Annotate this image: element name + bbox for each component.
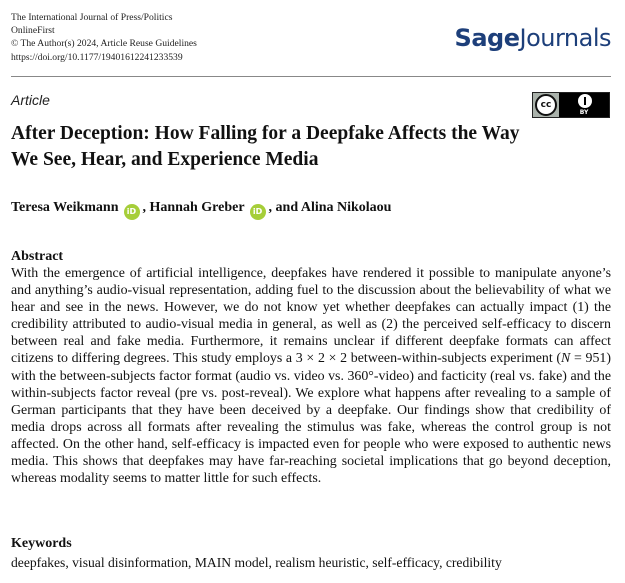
keywords-heading: Keywords bbox=[11, 536, 72, 551]
article-type-label: Article bbox=[11, 92, 50, 108]
header-divider bbox=[11, 76, 611, 77]
author-list bbox=[11, 200, 391, 220]
doi-link[interactable]: https://doi.org/10.1177/19401612241233539 bbox=[11, 51, 183, 63]
sample-size-variable: N bbox=[561, 351, 571, 367]
abstract-part-1: With the emergence of artificial intelligence, deepfakes have rendered it possible to manipulate anyone’s and anything’s audio-visual representation, adding fuel to the discussion about the believability of what we hear and see in the news. However, we do not know yet whether deepfakes can actually impact (1) the credibility attributed to audio-visual media in general, as well as (2) the perceived self-efficacy to discern between real and fake media. Furthermore, it remains unclear if different deepfake formats can affect citizens to differing degrees. This study employs a 3 × 2 × 2 between-within-subjects experiment ( bbox=[11, 266, 611, 367]
abstract-part-2: = 951) with the between-subjects factor format (audio vs. video vs. 360°-video) and facticity (real vs. fake) and the within-subjects factor reveal (pre vs. post-reveal). We explore what happens after revealing to a sample of German participants that they have been deceived by a deepfake. Our findings show that credibility of media drops across all formats after revealing the stimulus was fake, whereas the control group is not affected. On the other hand, self-efficacy is impacted even for people who were exposed to authentic news media. This shows that deepfakes may have far-reaching societal implications that go beyond deception, whereas modality seems to matter little for such effects. bbox=[11, 351, 611, 487]
journal-meta bbox=[11, 11, 197, 64]
brand-primary: Sage bbox=[454, 24, 520, 52]
cc-icon: cc bbox=[535, 94, 557, 116]
author-name[interactable]: , and Alina Nikolaou bbox=[268, 200, 392, 215]
orcid-icon[interactable]: iD bbox=[124, 204, 140, 220]
copyright-line[interactable]: © The Author(s) 2024, Article Reuse Guidelines bbox=[11, 38, 197, 50]
orcid-icon[interactable]: iD bbox=[250, 204, 266, 220]
cc-by-license-badge[interactable] bbox=[532, 92, 610, 118]
brand-secondary: Journals bbox=[519, 24, 611, 52]
attribution-icon bbox=[578, 94, 592, 108]
author-name[interactable]: Teresa Weikmann bbox=[11, 200, 119, 215]
article-title: After Deception: How Falling for a Deepfake Affects the Way We See, Hear, and Experience Media bbox=[11, 123, 520, 170]
keywords-list: deepfakes, visual disinformation, MAIN model, realism heuristic, self-efficacy, credibility bbox=[11, 555, 502, 570]
sage-journals-logo[interactable] bbox=[455, 24, 611, 52]
by-label: BY bbox=[579, 109, 589, 116]
abstract-text bbox=[11, 265, 611, 487]
journal-name: The International Journal of Press/Politics bbox=[11, 12, 173, 23]
author-name[interactable]: , Hannah Greber bbox=[142, 200, 245, 215]
publication-status: OnlineFirst bbox=[11, 25, 55, 37]
abstract-heading: Abstract bbox=[11, 249, 64, 264]
